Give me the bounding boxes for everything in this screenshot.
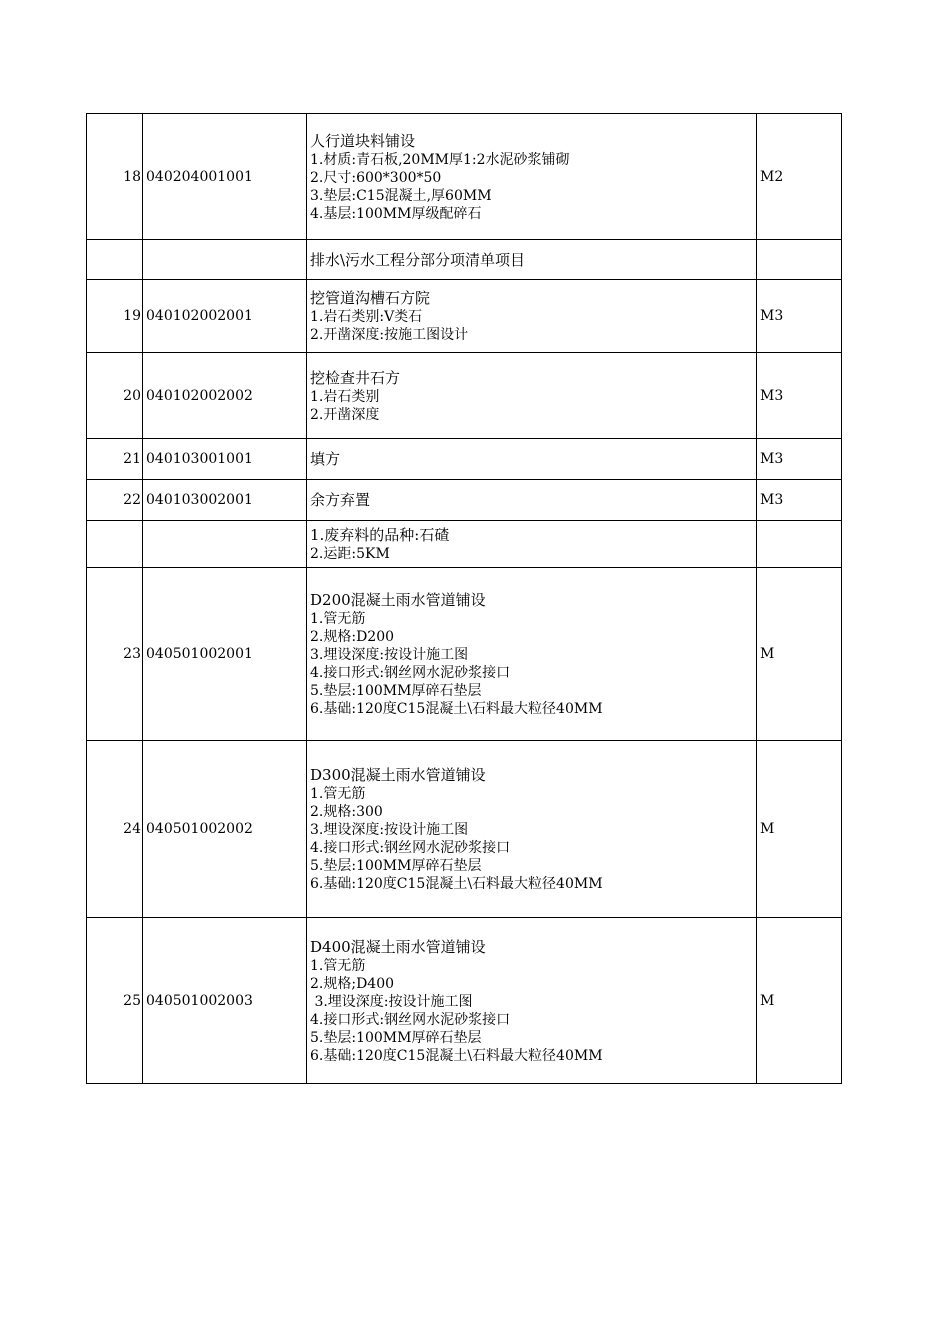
item-description-cell[interactable] xyxy=(307,439,757,480)
item-number-cell[interactable]: 18 xyxy=(87,114,143,240)
unit-cell[interactable]: M3 xyxy=(757,353,842,439)
table-body xyxy=(87,114,842,1084)
item-description-cell[interactable] xyxy=(307,521,757,568)
item-code-cell[interactable]: 040501002002 xyxy=(143,741,307,918)
item-number-cell[interactable]: 19 xyxy=(87,280,143,353)
table-row xyxy=(87,918,842,1084)
item-name: 余方弃置 xyxy=(310,491,371,509)
item-name: 挖检查井石方 xyxy=(310,368,401,387)
item-code-cell[interactable]: 040501002001 xyxy=(143,568,307,741)
item-spec-line: 4.接口形式:钢丝网水泥砂浆接口 xyxy=(310,665,511,681)
item-spec-line: 2.规格;D400 xyxy=(310,975,395,992)
unit-cell[interactable]: M xyxy=(757,741,842,918)
item-name: 排水\污水工程分部分项清单项目 xyxy=(310,250,526,269)
table-row xyxy=(87,521,842,568)
table-row xyxy=(87,114,842,240)
item-spec-line: 5.垫层:100MM厚碎石垫层 xyxy=(310,1029,482,1046)
item-spec-line: 5.垫层:100MM厚碎石垫层 xyxy=(310,683,482,699)
item-code-cell[interactable] xyxy=(143,240,307,280)
table-row xyxy=(87,353,842,439)
item-name: 人行道块料铺设 xyxy=(310,131,416,150)
item-name: D300混凝土雨水管道铺设 xyxy=(310,766,486,784)
unit-cell[interactable] xyxy=(757,240,842,280)
item-spec-line: 2.运距:5KM xyxy=(310,546,390,562)
item-number-cell[interactable]: 23 xyxy=(87,568,143,741)
item-spec-line: 6.基础:120度C15混凝土\石料最大粒径40MM xyxy=(310,1047,603,1064)
unit-cell[interactable]: M xyxy=(757,568,842,741)
table-row xyxy=(87,568,842,741)
unit-cell[interactable]: M3 xyxy=(757,480,842,521)
item-number-cell[interactable]: 21 xyxy=(87,439,143,480)
item-spec-line: 1.材质:青石板,20MM厚1:2水泥砂浆铺砌 xyxy=(310,151,570,168)
item-spec-line: 1.岩石类别 xyxy=(310,388,380,405)
bill-of-quantities-table xyxy=(86,113,842,1084)
table-row xyxy=(87,240,842,280)
item-description-cell[interactable] xyxy=(307,280,757,353)
item-description-cell[interactable] xyxy=(307,568,757,741)
item-spec-line: 6.基础:120度C15混凝土\石料最大粒径40MM xyxy=(310,701,603,717)
item-code-cell[interactable]: 040103001001 xyxy=(143,439,307,480)
item-spec-line: 3.垫层:C15混凝土,厚60MM xyxy=(310,187,492,204)
item-description-cell[interactable] xyxy=(307,353,757,439)
item-description-cell[interactable] xyxy=(307,480,757,521)
item-name: D400混凝土雨水管道铺设 xyxy=(310,937,486,956)
item-code-cell[interactable] xyxy=(143,521,307,568)
item-code-cell[interactable]: 040204001001 xyxy=(143,114,307,240)
unit-cell[interactable] xyxy=(757,521,842,568)
item-number-cell[interactable]: 24 xyxy=(87,741,143,918)
item-name: 1.废弃料的品种:石碴 xyxy=(310,526,450,544)
item-description-cell[interactable] xyxy=(307,240,757,280)
unit-cell[interactable]: M2 xyxy=(757,114,842,240)
item-spec-line: 3.埋设深度:按设计施工图 xyxy=(310,822,469,838)
item-spec-line: 6.基础:120度C15混凝土\石料最大粒径40MM xyxy=(310,876,603,892)
unit-cell[interactable]: M3 xyxy=(757,280,842,353)
item-spec-line: 2.尺寸:600*300*50 xyxy=(310,169,442,186)
table-row xyxy=(87,439,842,480)
item-spec-line: 3.埋设深度:按设计施工图 xyxy=(310,993,473,1010)
item-name: 挖管道沟槽石方院 xyxy=(310,289,431,307)
item-name: 填方 xyxy=(310,450,341,468)
item-number-cell[interactable]: 25 xyxy=(87,918,143,1084)
item-code-cell[interactable]: 040501002003 xyxy=(143,918,307,1084)
item-name: D200混凝土雨水管道铺设 xyxy=(310,591,486,609)
item-code-cell[interactable]: 040103002001 xyxy=(143,480,307,521)
item-number-cell[interactable]: 20 xyxy=(87,353,143,439)
item-spec-line: 2.开凿深度:按施工图设计 xyxy=(310,327,469,343)
item-spec-line: 4.接口形式:钢丝网水泥砂浆接口 xyxy=(310,840,511,856)
item-spec-line: 5.垫层:100MM厚碎石垫层 xyxy=(310,858,482,874)
item-spec-line: 4.基层:100MM厚级配碎石 xyxy=(310,205,482,222)
item-number-cell[interactable] xyxy=(87,521,143,568)
item-number-cell[interactable] xyxy=(87,240,143,280)
table-row xyxy=(87,280,842,353)
item-code-cell[interactable]: 040102002001 xyxy=(143,280,307,353)
item-spec-line: 2.开凿深度 xyxy=(310,406,380,423)
item-code-cell[interactable]: 040102002002 xyxy=(143,353,307,439)
item-spec-line: 2.规格:300 xyxy=(310,804,383,820)
unit-cell[interactable]: M xyxy=(757,918,842,1084)
item-spec-line: 1.管无筋 xyxy=(310,786,366,802)
item-description-cell[interactable] xyxy=(307,918,757,1084)
item-spec-line: 3.埋设深度:按设计施工图 xyxy=(310,647,469,663)
item-number-cell[interactable]: 22 xyxy=(87,480,143,521)
table-row xyxy=(87,480,842,521)
item-description-cell[interactable] xyxy=(307,114,757,240)
item-spec-line: 1.管无筋 xyxy=(310,957,366,974)
item-spec-line: 4.接口形式:钢丝网水泥砂浆接口 xyxy=(310,1011,511,1028)
unit-cell[interactable]: M3 xyxy=(757,439,842,480)
item-description-cell[interactable] xyxy=(307,741,757,918)
item-spec-line: 1.管无筋 xyxy=(310,611,366,627)
item-spec-line: 1.岩石类别:Ⅴ类石 xyxy=(310,309,423,325)
table-row xyxy=(87,741,842,918)
item-spec-line: 2.规格:D200 xyxy=(310,629,395,645)
